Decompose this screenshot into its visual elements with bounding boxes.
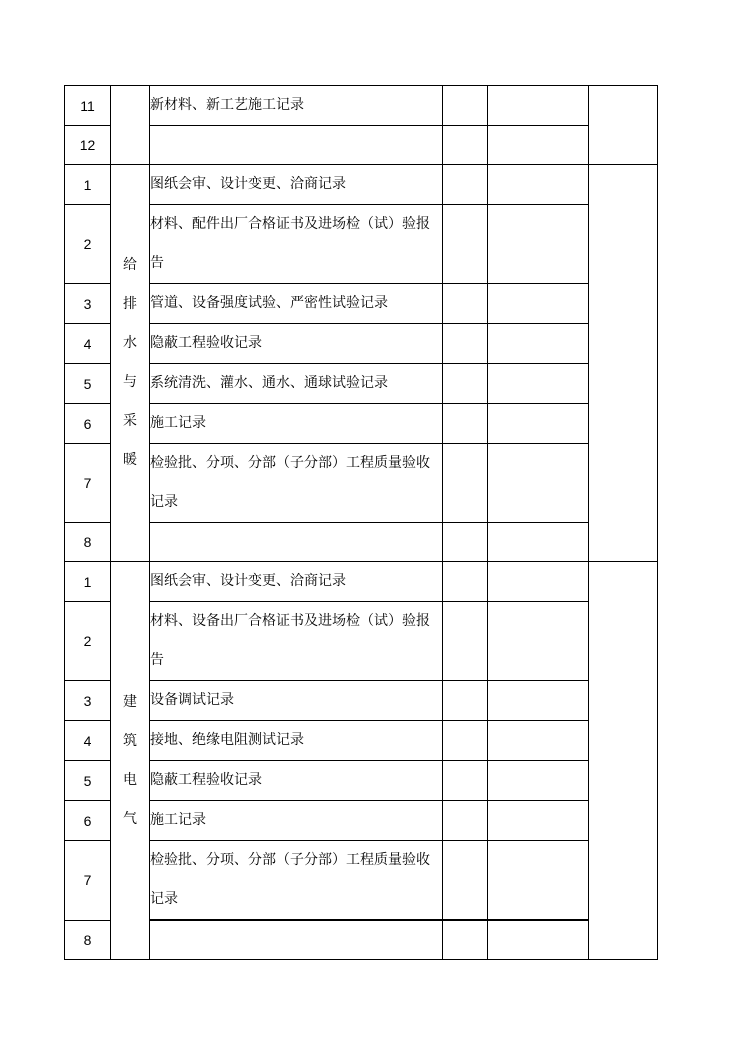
category-label: 给排水与采暖 [123,257,137,468]
table-row [65,523,658,562]
record-item: 施工记录 [150,404,443,444]
blank-cell [488,602,589,681]
table-row [65,801,658,841]
record-item: 材料、设备出厂合格证书及进场检（试）验报告 [150,602,443,681]
blank-cell [443,721,488,761]
blank-cell [488,721,589,761]
blank-cell [443,602,488,681]
record-item: 隐蔽工程验收记录 [150,761,443,801]
table-row [65,205,658,284]
record-item [150,920,443,960]
blank-cell [443,920,488,960]
remarks-cell [589,86,658,165]
table-row [65,444,658,523]
table-row [65,761,658,801]
row-number: 7 [65,444,111,523]
table-row [65,841,658,921]
row-number: 1 [65,562,111,602]
table-row [65,602,658,681]
blank-cell [488,165,589,205]
table-row [65,364,658,404]
category-cell [111,86,150,165]
category-cell [111,562,150,960]
record-item: 图纸会审、设计变更、洽商记录 [150,562,443,602]
blank-cell [488,920,589,960]
row-number: 6 [65,404,111,444]
blank-cell [488,523,589,562]
records-table-body [65,86,658,960]
blank-cell [488,284,589,324]
row-number: 1 [65,165,111,205]
blank-cell [443,681,488,721]
row-number: 3 [65,284,111,324]
blank-cell [443,523,488,562]
row-number: 8 [65,920,111,960]
blank-cell [443,126,488,165]
blank-cell [443,562,488,602]
blank-cell [443,205,488,284]
table-row [65,721,658,761]
record-item: 施工记录 [150,801,443,841]
record-item [150,523,443,562]
blank-cell [443,841,488,921]
row-number: 12 [65,126,111,165]
record-item [150,126,443,165]
blank-cell [488,86,589,126]
row-number: 5 [65,364,111,404]
blank-cell [488,126,589,165]
row-number: 4 [65,721,111,761]
record-item: 新材料、新工艺施工记录 [150,86,443,126]
blank-cell [443,444,488,523]
blank-cell [488,324,589,364]
blank-cell [488,681,589,721]
table-row [65,404,658,444]
remarks-cell [589,165,658,562]
table-row [65,165,658,205]
blank-cell [488,205,589,284]
blank-cell [443,404,488,444]
blank-cell [443,364,488,404]
table-row [65,86,658,126]
record-item: 隐蔽工程验收记录 [150,324,443,364]
record-item: 设备调试记录 [150,681,443,721]
blank-cell [443,284,488,324]
row-number: 11 [65,86,111,126]
table-row [65,681,658,721]
record-item: 系统清洗、灌水、通水、通球试验记录 [150,364,443,404]
record-item: 检验批、分项、分部（子分部）工程质量验收记录 [150,841,443,921]
row-number: 4 [65,324,111,364]
record-item: 图纸会审、设计变更、洽商记录 [150,165,443,205]
record-item: 材料、配件出厂合格证书及进场检（试）验报告 [150,205,443,284]
record-item: 管道、设备强度试验、严密性试验记录 [150,284,443,324]
table-row [65,284,658,324]
blank-cell [488,841,589,921]
row-number: 6 [65,801,111,841]
records-table [64,85,658,960]
remarks-cell [589,562,658,960]
category-label: 建筑电气 [123,693,137,827]
table-row [65,562,658,602]
table-row [65,324,658,364]
row-number: 5 [65,761,111,801]
blank-cell [443,761,488,801]
table-row [65,920,658,960]
blank-cell [488,801,589,841]
blank-cell [443,801,488,841]
blank-cell [443,324,488,364]
blank-cell [488,364,589,404]
record-item: 检验批、分项、分部（子分部）工程质量验收记录 [150,444,443,523]
blank-cell [443,86,488,126]
blank-cell [488,761,589,801]
row-number: 8 [65,523,111,562]
blank-cell [488,404,589,444]
row-number: 7 [65,841,111,921]
table-row [65,126,658,165]
category-cell [111,165,150,562]
blank-cell [488,444,589,523]
blank-cell [488,562,589,602]
row-number: 3 [65,681,111,721]
row-number: 2 [65,602,111,681]
record-item: 接地、绝缘电阻测试记录 [150,721,443,761]
blank-cell [443,165,488,205]
row-number: 2 [65,205,111,284]
